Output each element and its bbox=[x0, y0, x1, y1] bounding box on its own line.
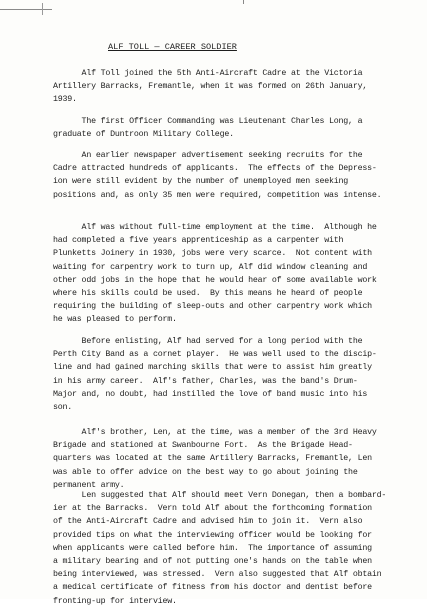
corner-mark bbox=[42, 3, 43, 15]
text-line: Plunketts Joinery in 1930, jobs were very scarce. Not content with bbox=[53, 249, 372, 259]
text-line: was able to offer advice on the best way to go about joining the bbox=[53, 467, 358, 477]
text-line: positions and, as only 35 men were required, competition was intense. bbox=[53, 190, 382, 200]
text-line: he was pleased to perform. bbox=[53, 315, 177, 325]
text-line: Alf Toll joined the 5th Anti-Aircraft Cadre at the Victoria bbox=[53, 69, 363, 78]
text-line: Perth City Band as a cornet player. He was well used to the discip- bbox=[53, 350, 377, 360]
text-line: Alf's brother, Len, at the time, was a member of the 3rd Heavy bbox=[53, 428, 377, 437]
text-line: 1939. bbox=[53, 95, 77, 105]
paragraph-2 bbox=[53, 115, 427, 141]
text-line: Alf was without full-time employment at the time. Although he bbox=[53, 223, 377, 232]
text-line: ier at the Barracks. Vern told Alf about the forthcoming formation bbox=[53, 504, 372, 514]
text-line: permanent army. bbox=[53, 480, 125, 490]
text-line: requiring the building of sleep-outs and other carpentry work which bbox=[53, 302, 372, 312]
paragraph-7 bbox=[53, 489, 427, 608]
text-line: provided tips on what the interviewing officer would be looking for bbox=[53, 530, 372, 540]
text-line: Cadre attracted hundreds of applicants. The effects of the Depress- bbox=[53, 164, 377, 174]
text-line: of the Anti-Aircraft Cadre and advised him to join it. Vern also bbox=[53, 517, 363, 527]
text-line: in his army career. Alf's father, Charles, was the band's Drum- bbox=[53, 376, 358, 386]
text-line: graduate of Duntroon Military College. bbox=[53, 130, 234, 140]
paragraph-1 bbox=[53, 67, 427, 107]
hole-punch-mark bbox=[243, 0, 244, 4]
text-line: a medical certificate of fitness from his doctor and dentist before bbox=[53, 583, 372, 593]
text-line: Before enlisting, Alf had served for a long period with the bbox=[53, 337, 363, 346]
text-line: waiting for carpentry work to turn up, Alf did window cleaning and bbox=[53, 262, 368, 272]
fold-line bbox=[0, 9, 52, 10]
paragraph-4 bbox=[53, 221, 427, 327]
text-line: Major and, no doubt, had instilled the love of band music into his bbox=[53, 389, 368, 399]
text-line: son. bbox=[53, 402, 73, 412]
text-line: other odd jobs in the hope that he would hear of some available work bbox=[53, 275, 377, 285]
text-line: fronting-up for interview. bbox=[53, 596, 177, 606]
text-line: a military bearing and of not putting one's hands on the table when bbox=[53, 556, 372, 566]
paragraph-5 bbox=[53, 335, 427, 414]
paragraph-6 bbox=[53, 426, 427, 492]
text-line: An earlier newspaper advertisement seeking recruits for the bbox=[53, 151, 363, 160]
text-line: when applicants were called before him. The importance of assuming bbox=[53, 543, 372, 553]
text-line: quarters was located at the same Artillery Barracks, Fremantle, Len bbox=[53, 454, 372, 464]
text-line: line and had gained marching skills that were to assist him greatly bbox=[53, 363, 372, 373]
text-line: being interviewed, was stressed. Vern also suggested that Alf obtain bbox=[53, 570, 382, 580]
paragraph-3 bbox=[53, 149, 427, 202]
document-title: ALF TOLL — CAREER SOLDIER bbox=[108, 42, 237, 52]
text-line: ion were still evident by the number of unemployed men seeking bbox=[53, 177, 349, 187]
text-line: Brigade and stationed at Swanbourne Fort. As the Brigade Head- bbox=[53, 441, 353, 451]
text-line: where his skills could be used. By this means he heard of people bbox=[53, 288, 363, 298]
text-line: The first Officer Commanding was Lieutenant Charles Long, a bbox=[53, 117, 363, 126]
text-line: had completed a five years apprenticeship as a carpenter with bbox=[53, 236, 344, 246]
text-line: Len suggested that Alf should meet Vern Donegan, then a bombard- bbox=[53, 491, 387, 500]
text-line: Artillery Barracks, Fremantle, when it was formed on 26th January, bbox=[53, 82, 368, 92]
